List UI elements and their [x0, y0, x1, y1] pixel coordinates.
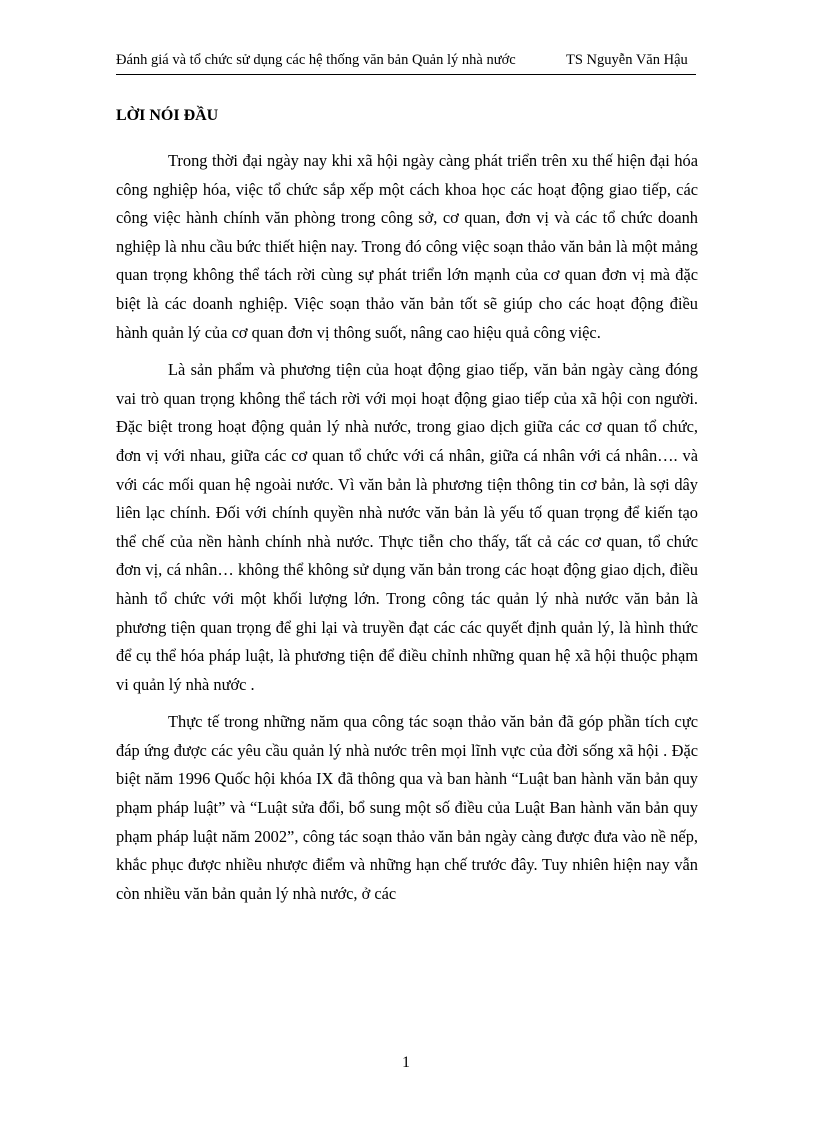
header-author: TS Nguyễn Văn Hậu: [566, 52, 688, 68]
header-divider: [116, 74, 696, 75]
paragraph-3: Thực tế trong những năm qua công tác soạn thảo văn bản đã góp phần tích cực đáp ứng được các yêu cầu quản lý nhà nước trên mọi lĩnh vực của đời sống xã hội . Đặc biệt năm 1996 Quốc hội khóa IX đã thông qua và ban hành “Luật ban hành văn bản quy phạm pháp luật” và “Luật sửa đổi, bổ sung một số điều của Luật Ban hành văn bản quy phạm pháp luật năm 2002”, công tác soạn thảo văn bản ngày càng được đưa vào nề nếp, khắc phục được nhiều nhược điểm và những hạn chế trước đây. Tuy nhiên hiện nay vẫn còn nhiều văn bản quản lý nhà nước, ở các: [116, 712, 698, 903]
page-number-value: 1: [402, 1054, 410, 1071]
body-text: [116, 147, 698, 917]
page-number: [0, 1053, 816, 1073]
paragraph-1: Trong thời đại ngày nay khi xã hội ngày càng phát triển trên xu thế hiện đại hóa công nghiệp hóa, việc tổ chức sắp xếp một cách khoa học các hoạt động giao tiếp, các công việc hành chính văn phòng trong công sở, cơ quan, đơn vị và các tổ chức doanh nghiệp là nhu cầu bức thiết hiện nay. Trong đó công việc soạn thảo văn bản là một mảng quan trọng không thể tách rời cùng sự phát triển lớn mạnh của cơ quan đơn vị mà đặc biệt là các doanh nghiệp. Việc soạn thảo văn bản tốt sẽ giúp cho các hoạt động điều hành quản lý của cơ quan đơn vị thông suốt, nâng cao hiệu quả công việc.: [116, 151, 698, 342]
paragraph-2: Là sản phẩm và phương tiện của hoạt động giao tiếp, văn bản ngày càng đóng vai trò quan trọng không thể tách rời với mọi hoạt động giao tiếp của xã hội con người. Đặc biệt trong hoạt động quản lý nhà nước, trong giao dịch giữa các cơ quan tổ chức, đơn vị với nhau, giữa các cơ quan tổ chức với cá nhân, giữa cá nhân với cá nhân…. và với các mối quan hệ ngoài nước. Vì văn bản là phương tiện thông tin cơ bản, là sợi dây liên lạc chính. Đối với chính quyền nhà nước văn bản là yếu tố quan trọng để kiến tạo thể chế của nền hành chính nhà nước. Thực tiễn cho thấy, tất cả các cơ quan, tổ chức đơn vị, cá nhân… không thể không sử dụng văn bản trong các hoạt động giao dịch, điều hành tổ chức với một khối lượng lớn. Trong công tác quản lý nhà nước văn bản là phương tiện quan trọng để ghi lại và truyền đạt các các quyết định quản lý, là hình thức để cụ thể hóa pháp luật, là phương tiện để điều chỉnh những quan hệ xã hội thuộc phạm vi quản lý nhà nước .: [116, 360, 698, 694]
header-title: Đánh giá và tổ chức sử dụng các hệ thống văn bản Quản lý nhà nước: [116, 52, 516, 68]
section-heading: LỜI NÓI ĐẦU: [116, 107, 219, 124]
